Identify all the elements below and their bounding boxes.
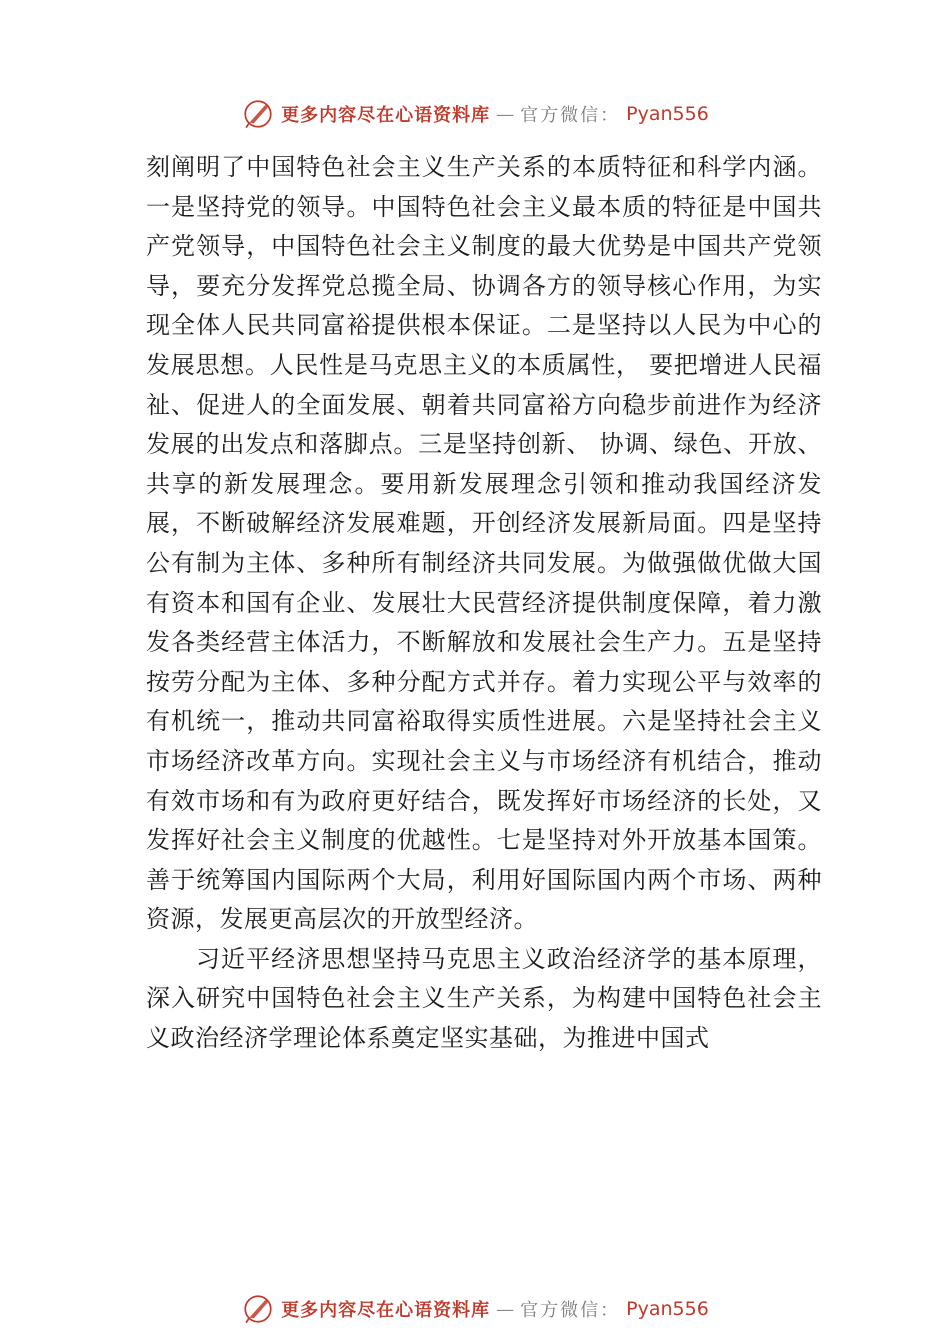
banner-text: 更多内容尽在心语资料库 (281, 105, 491, 126)
wechat-id: Pyan556 (626, 1298, 709, 1320)
quill-pen-icon (241, 97, 275, 131)
document-body (146, 148, 822, 1059)
wechat-label: 官方微信： (520, 105, 621, 126)
footer-banner (0, 1289, 950, 1329)
header-banner (0, 94, 950, 134)
banner-dash: — (496, 1298, 515, 1320)
banner-dash: — (496, 103, 515, 125)
banner-text: 更多内容尽在心语资料库 (281, 1300, 491, 1321)
paragraph-2: 习近平经济思想坚持马克思主义政治经济学的基本原理，深入研究中国特色社会主义生产关系，为构建中国特色社会主义政治经济学理论体系奠定坚实基础，为推进中国式 (146, 944, 822, 1053)
wechat-label: 官方微信： (520, 1300, 621, 1321)
paragraph-1: 刻阐明了中国特色社会主义生产关系的本质特征和科学内涵。一是坚持党的领导。中国特色社会主义最本质的特征是中国共产党领导，中国特色社会主义制度的最大优势是中国共产党领导，要充分发挥党总揽全局、协调各方的领导核心作用，为实现全体人民共同富裕提供根本保证。二是坚持以人民为中心的发展思想。人民性是马克思主义的本质属性， 要把增进人民福祉、促进人的全面发展、朝着共同富裕方向稳步前进作为经济发展的出发点和落脚点。三是坚持创新、 协调、绿色、开放、共享的新发展理念。要用新发展理念引领和推动我国经济发展，不断破解经济发展难题，开创经济发展新局面。四是坚持公有制为主体、多种所有制经济共同发展。为做强做优做大国有资本和国有企业、发展壮大民营经济提供制度保障，着力激发各类经营主体活力，不断解放和发展社会生产力。五是坚持按劳分配为主体、多种分配方式并存。着力实现公平与效率的有机统一，推动共同富裕取得实质性进展。六是坚持社会主义市场经济改革方向。实现社会主义与市场经济有机结合，推动有效市场和有为政府更好结合，既发挥好市场经济的长处，又发挥好社会主义制度的优越性。七是坚持对外开放基本国策。善于统筹国内国际两个大局，利用好国际国内两个市场、两种资源，发展更高层次的开放型经济。 (146, 153, 822, 934)
quill-pen-icon (241, 1292, 275, 1326)
wechat-id: Pyan556 (626, 103, 709, 125)
